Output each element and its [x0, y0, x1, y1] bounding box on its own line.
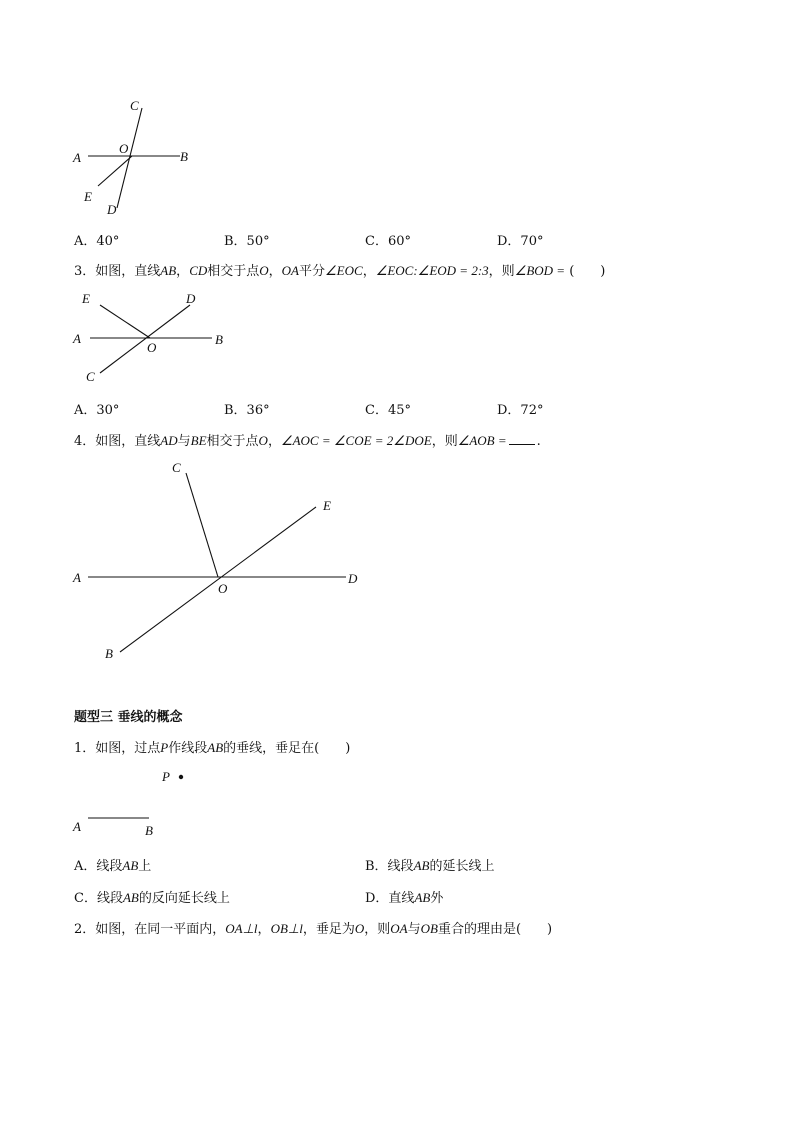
- question-3: 3．如图，直线AB，CD相交于点O，OA平分∠EOC，∠EOC:∠EOD = 2:3，则∠BOD = ( ): [74, 263, 606, 279]
- option-d: D．直线AB外: [365, 890, 444, 906]
- label-e: E: [82, 291, 90, 306]
- option-d: D．72°: [497, 403, 544, 418]
- figure-q3: [60, 285, 240, 395]
- label-a: A: [73, 570, 81, 585]
- label-b: B: [105, 646, 113, 661]
- figure-s1-point-segment: [60, 765, 210, 840]
- option-b: B．50°: [224, 234, 270, 249]
- label-b: B: [145, 823, 153, 838]
- line-be: [120, 507, 316, 652]
- figure-q4: [60, 455, 380, 670]
- label-a: A: [73, 819, 81, 834]
- label-b: B: [180, 149, 188, 164]
- option-c: C．60°: [365, 234, 411, 249]
- option-d: D．70°: [497, 234, 544, 249]
- option-b: B．线段AB的延长线上: [365, 858, 495, 874]
- label-c: C: [172, 460, 181, 475]
- section-heading: 题型三 垂线的概念: [74, 710, 183, 725]
- label-d: D: [107, 202, 117, 217]
- option-c: C．线段AB的反向延长线上: [74, 890, 230, 906]
- option-c: C．45°: [365, 403, 411, 418]
- label-o: O: [147, 340, 157, 355]
- option-a: A．40°: [74, 234, 120, 249]
- label-d: D: [186, 291, 196, 306]
- label-o: O: [119, 141, 129, 156]
- ray-oe: [100, 305, 150, 338]
- label-a: A: [73, 150, 81, 165]
- figure-1-intersecting-lines: [60, 90, 210, 225]
- point-p: [179, 775, 183, 779]
- label-c: C: [130, 98, 139, 113]
- label-e: E: [84, 189, 92, 204]
- answer-blank: [509, 432, 535, 445]
- label-o: O: [218, 581, 228, 596]
- label-c: C: [86, 369, 95, 384]
- label-e: E: [323, 498, 331, 513]
- option-a: A．30°: [74, 403, 120, 418]
- label-b: B: [215, 332, 223, 347]
- section-question-1: 1．如图，过点P作线段AB的垂线，垂足在( ): [74, 740, 351, 756]
- option-b: B．36°: [224, 403, 270, 418]
- label-a: A: [73, 331, 81, 346]
- line-cd: [100, 305, 190, 373]
- ray-oe: [98, 156, 132, 186]
- question-4: 4．如图，直线AD与BE相交于点O，∠AOC = ∠COE = 2∠DOE，则∠AOB = .: [74, 433, 541, 449]
- section-question-2: 2．如图，在同一平面内，OA⊥l，OB⊥l，垂足为O，则OA与OB重合的理由是( ): [74, 921, 553, 937]
- label-p: P: [162, 769, 170, 784]
- option-a: A．线段AB上: [74, 858, 152, 874]
- label-d: D: [348, 571, 358, 586]
- ray-oc: [186, 473, 218, 577]
